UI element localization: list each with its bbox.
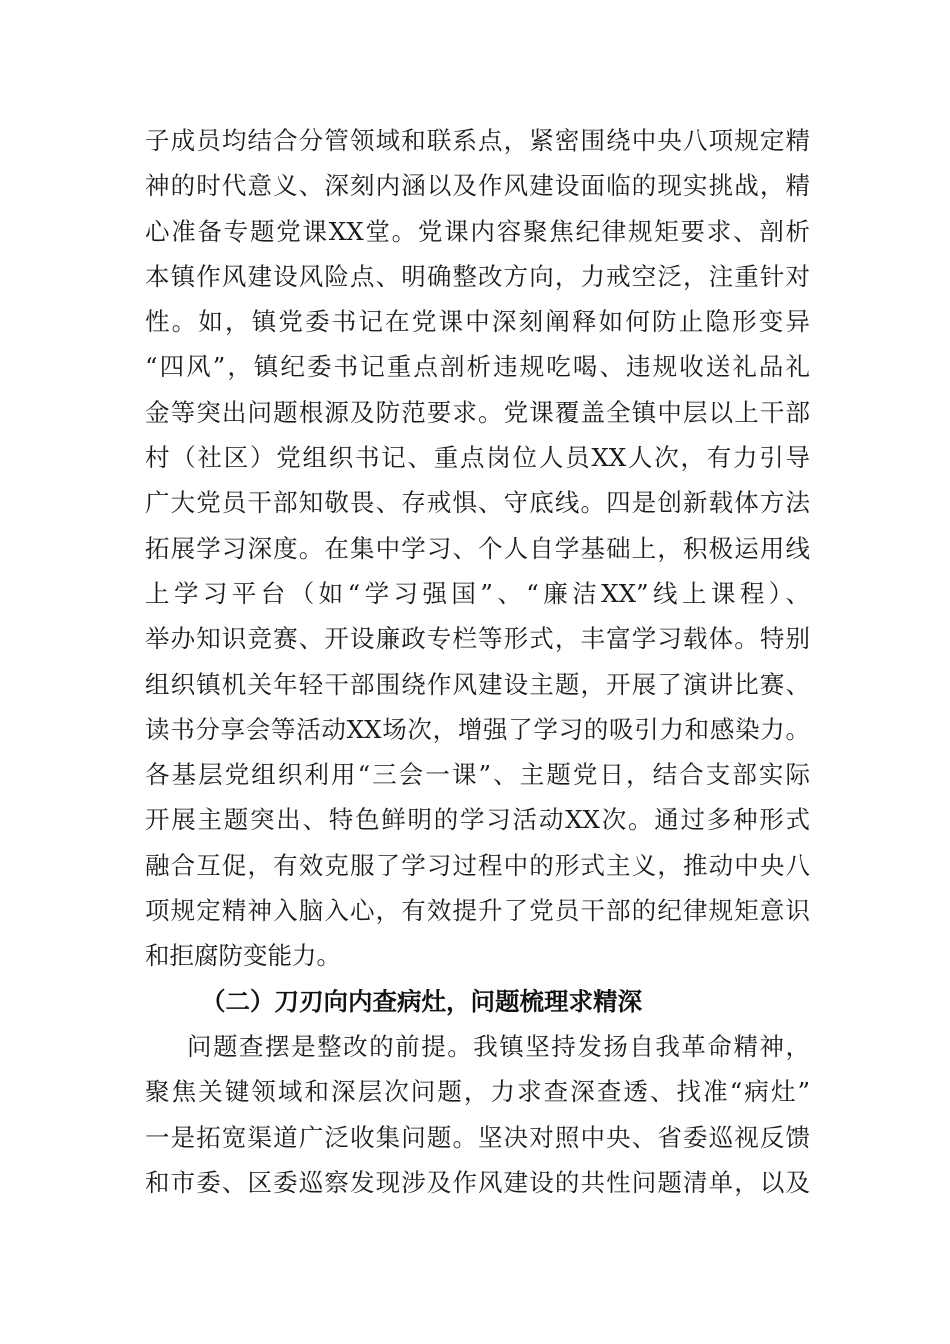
- text-line: 组织镇机关年轻干部围绕作风建设主题，开展了演讲比赛、: [145, 669, 810, 699]
- text-line: 读书分享会等活动XX场次，增强了学习的吸引力和感染力。: [145, 714, 810, 744]
- text-line: 和拒腐防变能力。: [145, 941, 341, 971]
- text-line: 开展主题突出、特色鲜明的学习活动XX次。通过多种形式: [145, 805, 810, 835]
- text-line: 村（社区）党组织书记、重点岗位人员XX人次，有力引导: [145, 443, 810, 473]
- text-line: 融合互促，有效克服了学习过程中的形式主义，推动中央八: [145, 850, 810, 880]
- text-line: 项规定精神入脑入心，有效提升了党员干部的纪律规矩意识: [145, 896, 810, 926]
- text-line: 一是拓宽渠道广泛收集问题。坚决对照中央、省委巡视反馈: [145, 1122, 810, 1152]
- text-line: 神的时代意义、深刻内涵以及作风建设面临的现实挑战，精: [145, 171, 810, 201]
- text-line: 广大党员干部知敬畏、存戒惧、守底线。四是创新载体方法: [145, 488, 810, 518]
- text-line: “四风”，镇纪委书记重点剖析违规吃喝、违规收送礼品礼: [145, 352, 810, 382]
- text-line: 和市委、区委巡察发现涉及作风建设的共性问题清单，以及: [145, 1167, 810, 1197]
- text-line: 子成员均结合分管领域和联系点，紧密围绕中央八项规定精: [145, 126, 810, 155]
- text-line: 各基层党组织利用“三会一课”、主题党日，结合支部实际: [145, 760, 810, 790]
- text-line: 拓展学习深度。在集中学习、个人自学基础上，积极运用线: [145, 533, 810, 563]
- text-line: 本镇作风建设风险点、明确整改方向，力戒空泛，注重针对: [145, 261, 810, 291]
- text-line: 金等突出问题根源及防范要求。党课覆盖全镇中层以上干部: [145, 397, 810, 427]
- text-line: 性。如，镇党委书记在党课中深刻阐释如何防止隐形变异: [145, 307, 810, 337]
- text-line: 问题查摆是整改的前提。我镇坚持发扬自我革命精神，: [187, 1031, 810, 1061]
- section-heading: （二）刀刃向内查病灶，问题梳理求精深: [201, 986, 642, 1016]
- text-line: 聚焦关键领域和深层次问题，力求查深查透、找准“病灶”: [145, 1077, 810, 1107]
- text-line: 心准备专题党课XX堂。党课内容聚焦纪律规矩要求、剖析: [145, 216, 810, 246]
- text-line: 举办知识竞赛、开设廉政专栏等形式，丰富学习载体。特别: [145, 624, 810, 654]
- body-text: [145, 118, 810, 1205]
- text-line: 上学习平台（如“学习强国”、“廉洁XX”线上课程）、: [145, 578, 810, 608]
